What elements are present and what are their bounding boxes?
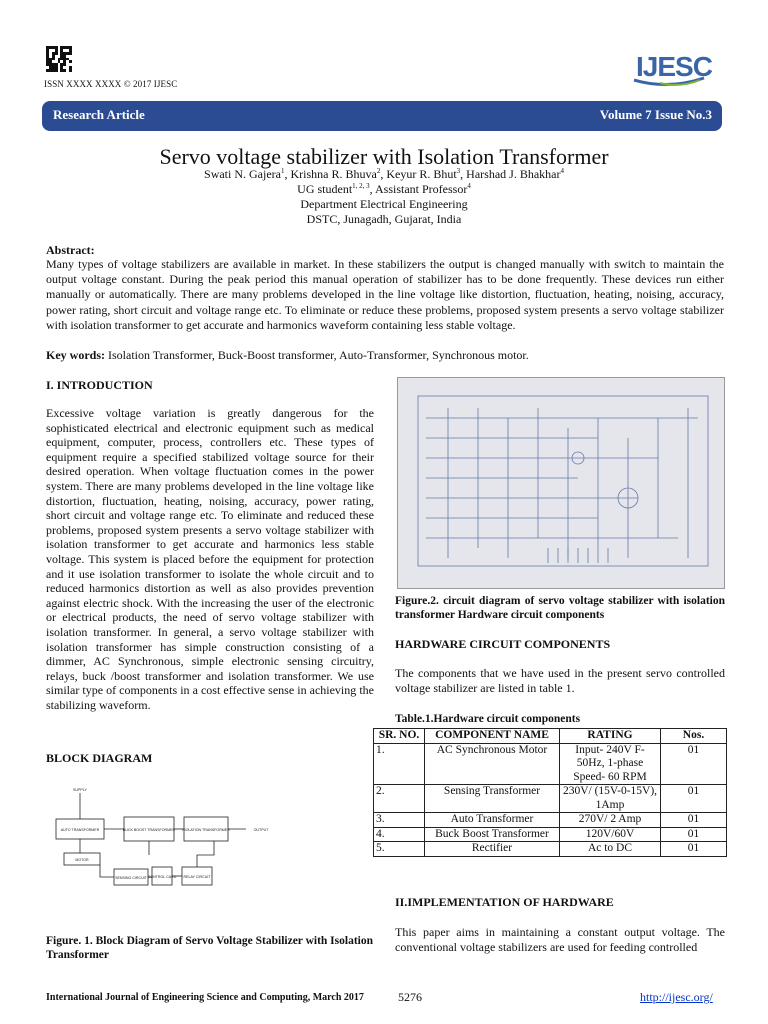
keywords: [46, 348, 724, 363]
block-label: CONTROL CARD: [147, 875, 177, 879]
table-row: 1. AC Synchronous Motor Input- 240V F-50Hz, 1-phase Speed- 60 RPM 01: [374, 743, 727, 785]
department: Department Electrical Engineering: [300, 197, 468, 211]
table-row: 4. Buck Boost Transformer 120V/60V 01: [374, 827, 727, 842]
author-name: Keyur R. Bhut: [386, 167, 457, 181]
abstract-heading: Abstract:: [46, 243, 95, 257]
block-label: SUPPLY: [73, 788, 87, 792]
table-caption: Table.1.Hardware circuit components: [395, 713, 581, 725]
column-header: Nos.: [661, 729, 727, 744]
table-header-row: [374, 729, 727, 744]
section-heading-implementation: II.IMPLEMENTATION OF HARDWARE: [395, 895, 614, 909]
article-banner: [42, 101, 722, 131]
abstract-text: Many types of voltage stabilizers are available in market. In these stabilizers the output is changed manually with switch to maintain the output voltage constant. During the peak period this manual operation of stabilizer has to be done frequently. These devices run either manually or automatically. There are many problems developed in the line voltage like distortion, fluctuation, heating, noising, accuracy, power rating, short circuit and voltage range etc. To eliminate or reduce these problems, proposed system presents a servo voltage stabilizer with isolation transformer to get accurate and harmonics waveform containing less stable voltage.: [46, 257, 724, 332]
affiliation-role: UG student$^{1, 2, 3}$, Assistant Professor$^4$: [297, 182, 471, 196]
author-list: Swati N. Gajera$^1$, Krishna R. Bhuva$^2$, Keyur R. Bhut$^3$, Harshad J. Bhakhar$^4$: [204, 167, 564, 181]
implementation-text: This paper aims in maintaining a constant output voltage. The conventional voltage stabilizers are used for feeding controlled: [395, 925, 725, 954]
figure-1-caption: Figure. 1. Block Diagram of Servo Voltage Stabilizer with Isolation Transformer: [46, 935, 373, 961]
section-heading-hardware: HARDWARE CIRCUIT COMPONENTS: [395, 637, 611, 651]
block-label: SENSING CIRCUIT: [115, 876, 147, 880]
footer-journal: International Journal of Engineering Science and Computing, March 2017: [46, 992, 364, 1003]
block-label: ISOLATION TRANSFORMER: [182, 828, 230, 832]
table-row: 3. Auto Transformer 270V/ 2 Amp 01: [374, 813, 727, 828]
block-label: RELAY CIRCUIT: [183, 875, 211, 879]
block-label: AUTO TRANSFORMER: [60, 828, 100, 832]
volume-issue: Volume 7 Issue No.3: [599, 107, 712, 122]
paper-title: Servo voltage stabilizer with Isolation Transformer: [159, 144, 609, 169]
hardware-text: The components that we have used in the present servo controlled voltage stabilizer are listed in table 1.: [395, 666, 725, 695]
block-label: OUTPUT: [253, 828, 269, 832]
block-label: MOTOR: [75, 858, 89, 862]
qr-code-icon: [46, 46, 72, 72]
column-header: RATING: [560, 729, 661, 744]
institute: DSTC, Junagadh, Gujarat, India: [306, 212, 462, 226]
author-name: Krishna R. Bhuva: [290, 167, 377, 181]
introduction-text: Excessive voltage variation is greatly dangerous for the sophisticated electrical and electronic equipment such as medical equipment, computer, process, controllers etc. These types of equipment require a specified stabilized voltage source for their desired operation. When voltage fluctuation comes in the power system. There are many problems developed in the line voltage like distortion, fluctuation, heating, noising, accuracy, power rating, short circuit and voltage range etc. To eliminate and reduced these problems, proposed system presents a servo voltage stabilizer with isolation transformer to get accurate and harmonics less stable voltage. This system is placed before the equipment for protection and it use isolation transformer to isolate the whole circuit and to reduced harmonics distortion as well as also provides prevention against electric shock. With the increasing the user of the electronic or electrical products, the need of servo voltage stabilizer with isolation transformer. In general, a servo voltage stabilizer with isolation transformer has simple construction consisting of a dimmer, AC Synchronous, simple electronic sensing circuitry, relays, buck /boost transformer and isolation transformer. We use similar type of components in a cost effective sense in achieving the stabilizing waveform.: [46, 406, 374, 712]
table-row: 2. Sensing Transformer 230V/ (15V-0-15V), 1Amp 01: [374, 785, 727, 813]
block-diagram: [54, 783, 294, 891]
block-label: BUCK BOOST TRANSFORMER: [122, 828, 176, 832]
section-heading-block-diagram: BLOCK DIAGRAM: [46, 751, 153, 765]
issn-line: ISSN XXXX XXXX © 2017 IJESC: [44, 79, 178, 89]
journal-logo-text: IJESC: [636, 51, 712, 82]
article-type: Research Article: [53, 107, 145, 122]
circuit-photo: [397, 377, 725, 589]
author-name: Swati N. Gajera: [204, 167, 281, 181]
author-name: Harshad J. Bhakhar: [466, 167, 561, 181]
table-row: 5. Rectifier Ac to DC 01: [374, 842, 727, 857]
keywords-text: Isolation Transformer, Buck-Boost transformer, Auto-Transformer, Synchronous motor.: [105, 348, 529, 362]
components-table: [373, 728, 727, 857]
section-heading-introduction: I. INTRODUCTION: [46, 378, 153, 392]
column-header: COMPONENT NAME: [425, 729, 560, 744]
keywords-label: Key words:: [46, 348, 105, 362]
page-number: 5276: [398, 990, 422, 1004]
journal-url-link[interactable]: http://ijesc.org/: [640, 990, 713, 1004]
figure-2-caption: Figure.2. circuit diagram of servo voltage stabilizer with isolation transformer Hardware circuit components: [395, 595, 725, 621]
column-header: SR. NO.: [374, 729, 425, 744]
